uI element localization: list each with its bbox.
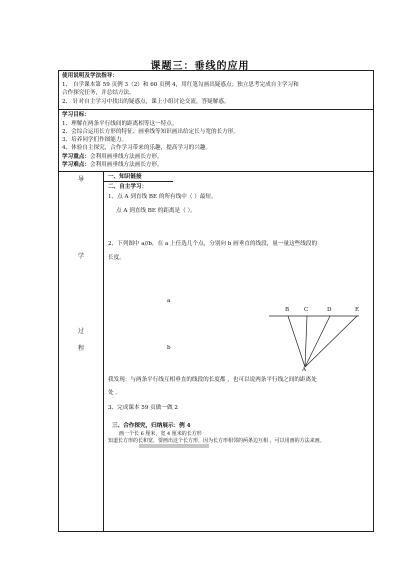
- key-point-text: 会利用画垂线方法画长方形。: [89, 154, 163, 160]
- usage-item: 2、 针对自主学习中找出的疑惑点，课上小组讨论交流，答疑解惑。: [62, 99, 230, 105]
- goal-item: 1、理解在两条平行线间的距离相等这一特点。: [62, 121, 178, 127]
- goal-item: 4、体验自主探究，合作学习带来的乐趣，提高学习的兴趣。: [62, 145, 211, 151]
- point-d-label: D: [327, 307, 332, 313]
- question-1-line-2: 点 A 到直线 BE 的距离是（ ）。: [116, 208, 196, 214]
- example-4-hint: 知道长方形的长和宽，要画出这个长方形，因为长方形相邻的两条边互相 ，可以用画的方法来画。: [108, 438, 325, 444]
- finding-line-2: 处 。: [108, 390, 121, 396]
- difficulty-text: 会利用画垂线方法画长方形。: [89, 162, 163, 168]
- section-self-study: 二、自主学习：: [108, 184, 148, 190]
- point-c-label: C: [304, 307, 309, 313]
- question-2-line-2: 长度。: [108, 255, 125, 261]
- usage-item: 合作探究任务，并总结方法。: [62, 90, 135, 96]
- underline-marks: [59, 71, 375, 533]
- side-label-dao: 导: [77, 176, 84, 183]
- difficulty-label: 学习难点：: [62, 162, 90, 168]
- goal-item: 2、会综合运用长方形的特征、画垂线等知识画出给定长与宽的长方形。: [62, 129, 239, 135]
- point-e-label: E: [355, 307, 360, 313]
- parallel-line-a-label: a: [167, 298, 171, 304]
- page-title: 课题三：垂线的应用: [150, 61, 250, 72]
- side-label-guo: 过: [77, 328, 84, 335]
- goals-heading: 学习目标：: [62, 112, 90, 118]
- question-2-line-1: 2、下列图中 a//b，在 a 上任选几个点，分别向 b 画垂直的线段，量一量这些线段的: [108, 241, 318, 247]
- section-cooperative: 三、合作探究，归纳展示：例 4: [112, 423, 191, 429]
- point-a-label: A: [302, 367, 307, 373]
- side-label-cheng: 程: [77, 345, 84, 352]
- parallel-line-b-label: b: [167, 345, 171, 351]
- worksheet-table: [58, 70, 374, 532]
- question-1-line-1: 1、点 A 到直线 BE 的所有线中（ ）最短。: [108, 194, 217, 200]
- finding-line-1: 我发现：与两条平行线互相垂直的线段的长度都 ，也可以说两条平行线之间的距离处: [108, 377, 317, 383]
- section-knowledge-link: 一、知识链接: [108, 174, 142, 180]
- side-label-xue: 学: [77, 253, 84, 260]
- usage-item: 1、 自学课本第 59 页例 3（2）和 60 页例 4，用红笔勾画出疑惑点；独立思考完成自主学习和: [62, 82, 299, 88]
- key-point-label: 学习重点：: [62, 154, 90, 160]
- goal-item: 3、培养同学们作图能力。: [62, 137, 128, 143]
- example-4-task: 画一个长 6 厘米，宽 4 厘米的长方形: [119, 431, 202, 437]
- point-b-label: B: [285, 307, 290, 313]
- question-3: 3、完成课本 59 页做一做 2: [108, 405, 178, 411]
- usage-heading: 使用说明及学法指导：: [62, 73, 118, 79]
